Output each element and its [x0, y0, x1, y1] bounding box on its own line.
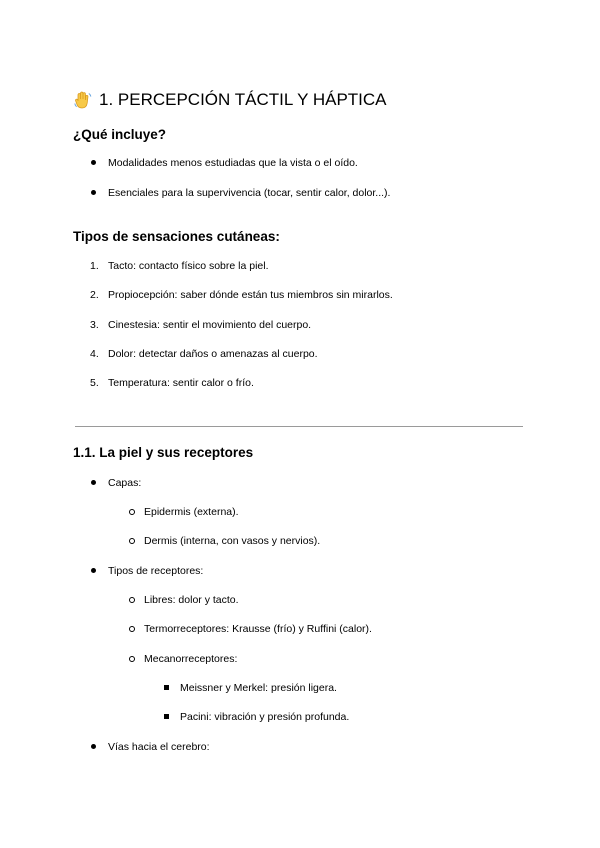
- list-item: Tipos de receptores:: [108, 565, 204, 577]
- list-number: 5.: [90, 377, 99, 389]
- main-heading: [73, 90, 387, 110]
- numbered-item: Temperatura: sentir calor o frío.: [108, 377, 254, 389]
- list-number: 1.: [90, 260, 99, 272]
- numbered-item: Propiocepción: saber dónde están tus miembros sin mirarlos.: [108, 289, 393, 301]
- sub-list-item: Libres: dolor y tacto.: [144, 594, 239, 606]
- numbered-item: Cinestesia: sentir el movimiento del cuerpo.: [108, 319, 312, 331]
- bullet-disc: [91, 190, 96, 195]
- bullet-circle: [129, 656, 135, 662]
- bullet-circle: [129, 597, 135, 603]
- waving-hand-icon: [73, 90, 93, 110]
- numbered-item: Dolor: detectar daños o amenazas al cuerpo.: [108, 348, 318, 360]
- list-item: Vías hacia el cerebro:: [108, 741, 210, 753]
- list-item: Modalidades menos estudiadas que la vista o el oído.: [108, 157, 358, 169]
- bullet-disc: [91, 568, 96, 573]
- sub-list-item: Mecanorreceptores:: [144, 653, 238, 665]
- bullet-circle: [129, 626, 135, 632]
- subsection-heading-skin: 1.1. La piel y sus receptores: [73, 445, 254, 460]
- bullet-square: [164, 685, 169, 690]
- list-number: 4.: [90, 348, 99, 360]
- sub-list-item: Termorreceptores: Krausse (frío) y Ruffini (calor).: [144, 623, 372, 635]
- horizontal-divider: [75, 426, 523, 427]
- bullet-disc: [91, 480, 96, 485]
- sub-list-item: Dermis (interna, con vasos y nervios).: [144, 535, 321, 547]
- list-number: 2.: [90, 289, 99, 301]
- list-item: Capas:: [108, 477, 142, 489]
- bullet-circle: [129, 509, 135, 515]
- bullet-circle: [129, 538, 135, 544]
- section-heading-includes: ¿Qué incluye?: [73, 127, 167, 142]
- bullet-disc: [91, 160, 96, 165]
- sub-sub-list-item: Meissner y Merkel: presión ligera.: [180, 682, 337, 694]
- bullet-disc: [91, 744, 96, 749]
- list-item: Esenciales para la supervivencia (tocar, sentir calor, dolor...).: [108, 187, 391, 199]
- sub-list-item: Epidermis (externa).: [144, 506, 239, 518]
- main-heading-text: 1. PERCEPCIÓN TÁCTIL Y HÁPTICA: [99, 90, 387, 109]
- bullet-square: [164, 714, 169, 719]
- sub-sub-list-item: Pacini: vibración y presión profunda.: [180, 711, 350, 723]
- numbered-item: Tacto: contacto físico sobre la piel.: [108, 260, 269, 272]
- section-heading-types: Tipos de sensaciones cutáneas:: [73, 229, 280, 244]
- list-number: 3.: [90, 319, 99, 331]
